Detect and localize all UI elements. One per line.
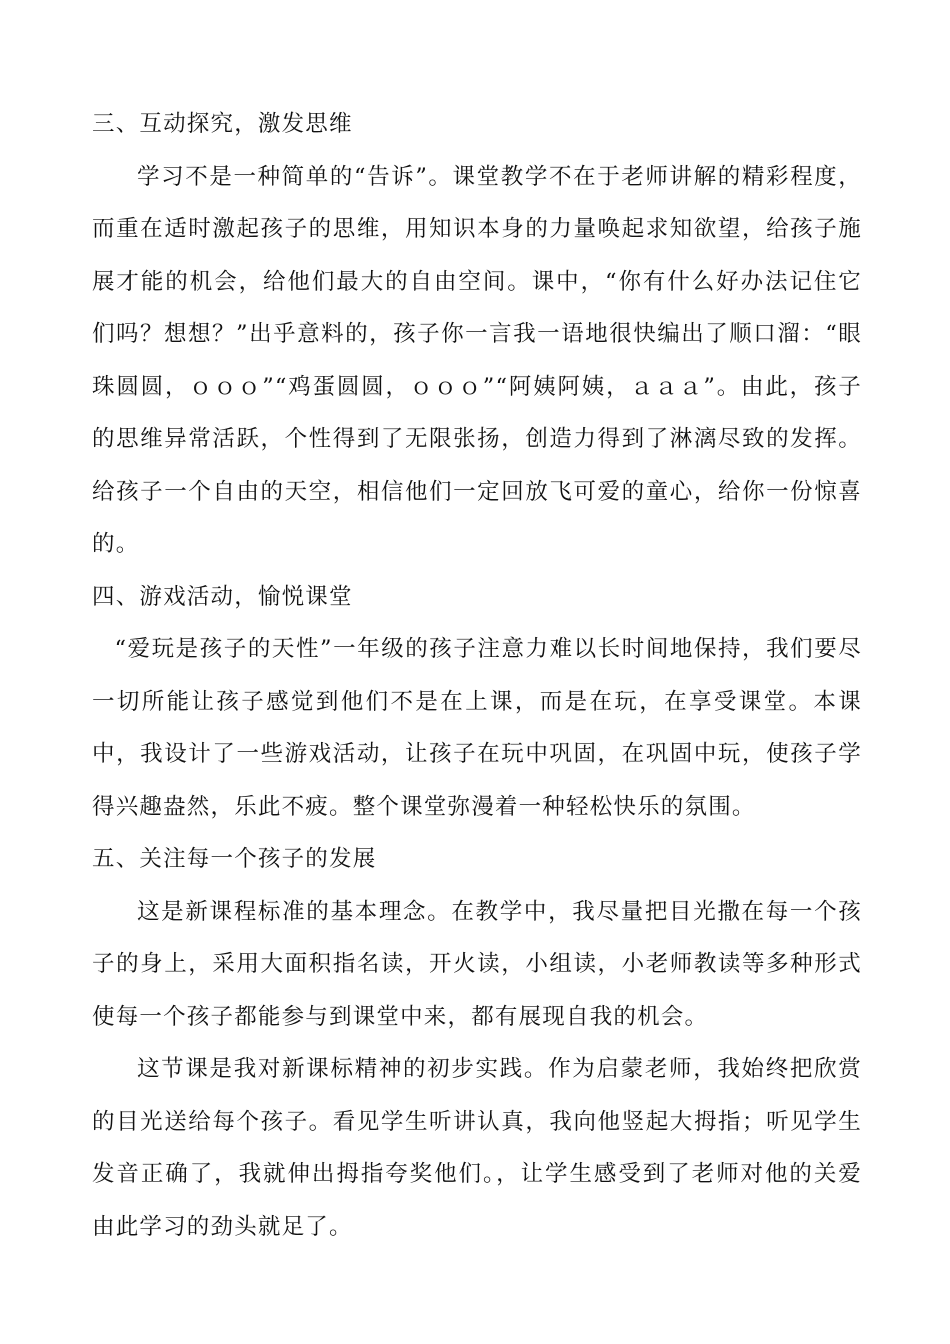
section-3-paragraph-1: 学习不是一种简单的“告诉”。课堂教学不在于老师讲解的精彩程度，而重在适时激起孩子的思维，用知识本身的力量唤起求知欲望，给孩子施展才能的机会，给他们最大的自由空间。课中，“你有什么好办法记住它们吗？想想？”出乎意料的，孩子你一言我一语地很快编出了顺口溜：“眼珠圆圆，ｏｏｏ”“鸡蛋圆圆，ｏｏｏ”“阿姨阿姨，ａａａ”。由此，孩子的思维异常活跃，个性得到了无限张扬，创造力得到了淋漓尽致的发挥。给孩子一个自由的天空，相信他们一定回放飞可爱的童心，给你一份惊喜的。 <box>92 163 862 557</box>
section-heading-5: 五、关注每一个孩子的发展 <box>92 846 377 872</box>
section-5-paragraph-1: 这是新课程标准的基本理念。在教学中，我尽量把目光撒在每一个孩子的身上，采用大面积指名读，开火读，小组读，小老师教读等多种形式使每一个孩子都能参与到课堂中来，都有展现自我的机会。 <box>92 898 862 1030</box>
document-body <box>92 98 862 1253</box>
section-4-paragraph-1: “爱玩是孩子的天性”一年级的孩子注意力难以长时间地保持，我们要尽一切所能让孩子感觉到他们不是在上课，而是在玩，在享受课堂。本课中，我设计了一些游戏活动，让孩子在玩中巩固，在巩固中玩，使孩子学得兴趣盎然，乐此不疲。整个课堂弥漫着一种轻松快乐的氛围。 <box>92 636 862 820</box>
section-heading-4: 四、游戏活动，愉悦课堂 <box>92 583 353 610</box>
section-5-paragraph-2: 这节课是我对新课标精神的初步实践。作为启蒙老师，我始终把欣赏的目光送给每个孩子。看见学生听讲认真，我向他竖起大拇指；听见学生发音正确了，我就伸出拇指夸奖他们。，让学生感受到了老师对他的关爱由此学习的劲头就足了。 <box>92 1056 862 1240</box>
section-heading-3: 三、互动探究，激发思维 <box>92 111 353 137</box>
